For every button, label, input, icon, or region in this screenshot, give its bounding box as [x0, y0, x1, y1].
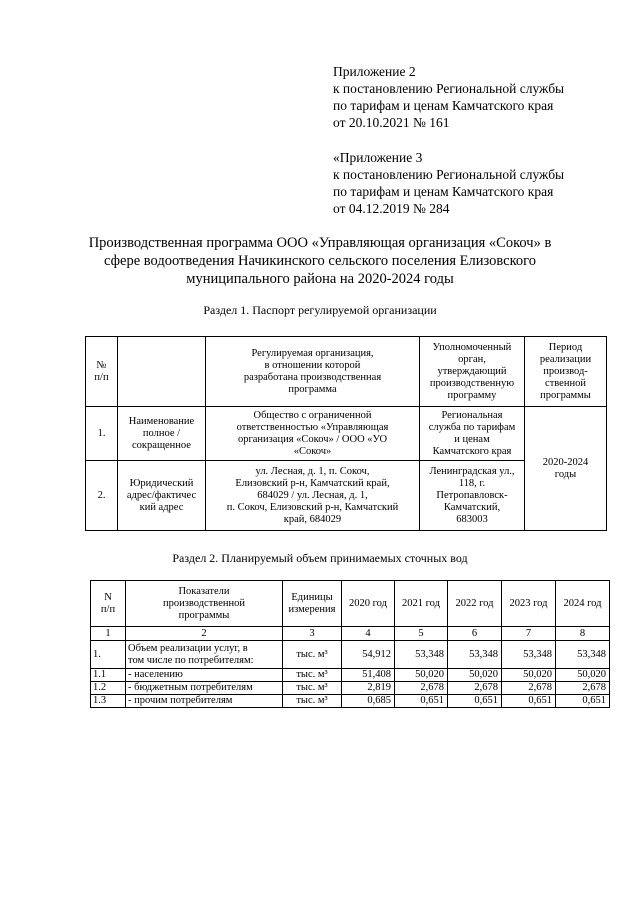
row-label — [118, 407, 206, 461]
row-organization — [206, 407, 420, 461]
cell-line: Общество с ограниченной — [253, 409, 372, 421]
cell-line: измерения — [288, 603, 336, 615]
row-num: 1.3 — [91, 695, 126, 708]
row-value: 0,685 — [342, 695, 395, 708]
row-organization — [206, 461, 420, 531]
cell-line: п/п — [100, 603, 116, 615]
cell-line: Наименование — [128, 415, 195, 427]
cell-line: адрес/фактичес — [126, 489, 197, 501]
index-cell: 6 — [448, 627, 502, 641]
header-year: 2020 год — [342, 581, 395, 627]
title-line: муниципального района на 2020-2024 годы — [186, 271, 454, 287]
row-value: 50,020 — [556, 669, 610, 682]
row-value: 2,678 — [556, 682, 610, 695]
cell-line: - прочим потребителям — [128, 695, 233, 706]
row-value: 50,020 — [502, 669, 556, 682]
cell-line: Петропавловск- — [436, 489, 508, 501]
cell-line: реализации — [539, 353, 592, 365]
annex-2-line: от 20.10.2021 № 161 — [333, 115, 450, 130]
cell-line: Уполномоченный — [432, 341, 512, 353]
row-num: 1. — [86, 407, 118, 461]
row-value: 51,408 — [342, 669, 395, 682]
cell-line: производственной — [163, 597, 245, 609]
row-unit: тыс. м³ — [283, 682, 342, 695]
row-value: 0,651 — [448, 695, 502, 708]
index-cell: 2 — [126, 627, 283, 641]
cell-line: Елизовский р-н, Камчатский край, — [235, 477, 390, 489]
row-num: 1. — [91, 641, 126, 669]
row-num: 2. — [86, 461, 118, 531]
cell-line: Единицы — [291, 591, 333, 603]
cell-line: Юридический — [129, 477, 194, 489]
cell-line: 2020-2024 — [542, 456, 589, 468]
row-num: 1.2 — [91, 682, 126, 695]
cell-line: «Сокоч» — [293, 445, 332, 457]
cell-line: Регулируемая организация, — [251, 347, 374, 359]
header-year: 2023 год — [502, 581, 556, 627]
cell-line: организация «Сокоч» / ООО «УО — [237, 433, 388, 445]
cell-line: ответственностью «Управляющая — [236, 421, 389, 433]
cell-line: Камчатский, — [443, 501, 501, 513]
row-value: 0,651 — [556, 695, 610, 708]
row-value: 0,651 — [395, 695, 448, 708]
cell-line: программы — [540, 389, 591, 401]
cell-line: край, 684029 — [283, 513, 342, 525]
cell-line: и ценам — [454, 433, 490, 445]
cell-line: ул. Лесная, д. 1, п. Сокоч, — [255, 465, 370, 477]
cell-line: п. Сокоч, Елизовский р-н, Камчатский — [226, 501, 399, 513]
cell-line: - бюджетным потребителям — [128, 682, 253, 693]
row-value: 53,348 — [556, 641, 610, 669]
cell-line: Камчатского края — [432, 445, 512, 457]
header-num — [86, 337, 118, 407]
table-row — [91, 641, 610, 669]
organization-passport-table — [85, 336, 607, 531]
section-1-title: Раздел 1. Паспорт регулируемой организации — [203, 303, 437, 317]
index-cell: 4 — [342, 627, 395, 641]
cell-line: 118, г. — [458, 477, 486, 489]
header-organization — [206, 337, 420, 407]
table-body — [91, 641, 610, 708]
cell-line: кий адрес — [139, 501, 184, 513]
cell-line: сокращенное — [132, 439, 191, 451]
header-authority — [420, 337, 525, 407]
title-line: Производственная программа ООО «Управляющая организация «Сокоч» в — [88, 235, 552, 251]
cell-line: программы — [178, 609, 230, 621]
section-2-title: Раздел 2. Планируемый объем принимаемых сточных вод — [172, 551, 468, 565]
annex-3-line: от 04.12.2019 № 284 — [333, 201, 450, 216]
row-value: 53,348 — [502, 641, 556, 669]
cell-line: Показатели — [178, 585, 230, 597]
row-unit: тыс. м³ — [283, 695, 342, 708]
row-value: 53,348 — [395, 641, 448, 669]
cell-line: служба по тарифам — [428, 421, 516, 433]
row-value: 54,912 — [342, 641, 395, 669]
cell-line: программу — [447, 389, 497, 401]
cell-line: Ленинградская ул., — [429, 465, 515, 477]
index-row — [91, 627, 610, 641]
row-value: 2,678 — [502, 682, 556, 695]
annex-3-line: к постановлению Региональной службы — [333, 167, 565, 182]
cell-line: разработана производственная — [243, 371, 382, 383]
cell-line: № — [96, 359, 107, 371]
annex-2-header — [333, 63, 564, 131]
cell-line: ственной — [545, 377, 586, 389]
header-num — [91, 581, 126, 627]
header-year: 2024 год — [556, 581, 610, 627]
cell-line: орган, — [458, 353, 486, 365]
row-value: 50,020 — [448, 669, 502, 682]
cell-line: том числе по потребителям: — [128, 654, 254, 666]
table-row — [91, 682, 610, 695]
row-indicator — [126, 669, 283, 682]
wastewater-volume-table — [90, 580, 610, 708]
row-label — [118, 461, 206, 531]
table-header-row — [91, 581, 610, 627]
annex-2-line: Приложение 2 — [333, 64, 416, 79]
row-num: 1.1 — [91, 669, 126, 682]
row-value: 2,678 — [395, 682, 448, 695]
cell-line: производ- — [543, 365, 588, 377]
table-row — [91, 669, 610, 682]
header-unit — [283, 581, 342, 627]
row-unit: тыс. м³ — [283, 641, 342, 669]
row-indicator — [126, 695, 283, 708]
cell-line: утверждающий — [437, 365, 507, 377]
cell-line: программа — [288, 383, 337, 395]
annex-2-line: к постановлению Региональной службы — [333, 81, 565, 96]
cell-line: 684029 / ул. Лесная, д. 1, — [257, 489, 368, 501]
header-empty — [118, 337, 206, 407]
row-authority — [420, 407, 525, 461]
cell-line: п/п — [94, 371, 109, 383]
header-period — [525, 337, 607, 407]
row-period — [525, 407, 607, 531]
cell-line: Объем реализации услуг, в — [128, 642, 248, 654]
index-cell: 3 — [283, 627, 342, 641]
cell-line: 683003 — [456, 513, 488, 525]
header-indicator — [126, 581, 283, 627]
header-year: 2022 год — [448, 581, 502, 627]
row-value: 2,678 — [448, 682, 502, 695]
cell-line: производственную — [429, 377, 515, 389]
annex-3-line: по тарифам и ценам Камчатского края — [333, 184, 554, 199]
index-cell: 1 — [91, 627, 126, 641]
document-title — [80, 234, 560, 288]
cell-line: полное / — [142, 427, 181, 439]
index-cell: 8 — [556, 627, 610, 641]
index-cell: 7 — [502, 627, 556, 641]
row-value: 50,020 — [395, 669, 448, 682]
row-indicator — [126, 641, 283, 669]
row-indicator — [126, 682, 283, 695]
table-row — [91, 695, 610, 708]
index-cell: 5 — [395, 627, 448, 641]
annex-2-line: по тарифам и ценам Камчатского края — [333, 98, 554, 113]
table-header-row — [86, 337, 607, 407]
cell-line: годы — [554, 468, 577, 480]
row-value: 0,651 — [502, 695, 556, 708]
row-value: 53,348 — [448, 641, 502, 669]
table-row — [86, 407, 607, 461]
cell-line: N — [104, 591, 112, 603]
row-unit: тыс. м³ — [283, 669, 342, 682]
annex-3-line: «Приложение 3 — [333, 150, 423, 165]
cell-line: Период — [548, 341, 583, 353]
row-authority — [420, 461, 525, 531]
title-line: сфере водоотведения Начикинского сельского поселения Елизовского — [104, 253, 536, 269]
row-value: 2,819 — [342, 682, 395, 695]
cell-line: в отношении которой — [264, 359, 361, 371]
header-year: 2021 год — [395, 581, 448, 627]
cell-line: - населению — [128, 669, 183, 680]
annex-3-header — [333, 149, 564, 217]
cell-line: Региональная — [441, 409, 503, 421]
